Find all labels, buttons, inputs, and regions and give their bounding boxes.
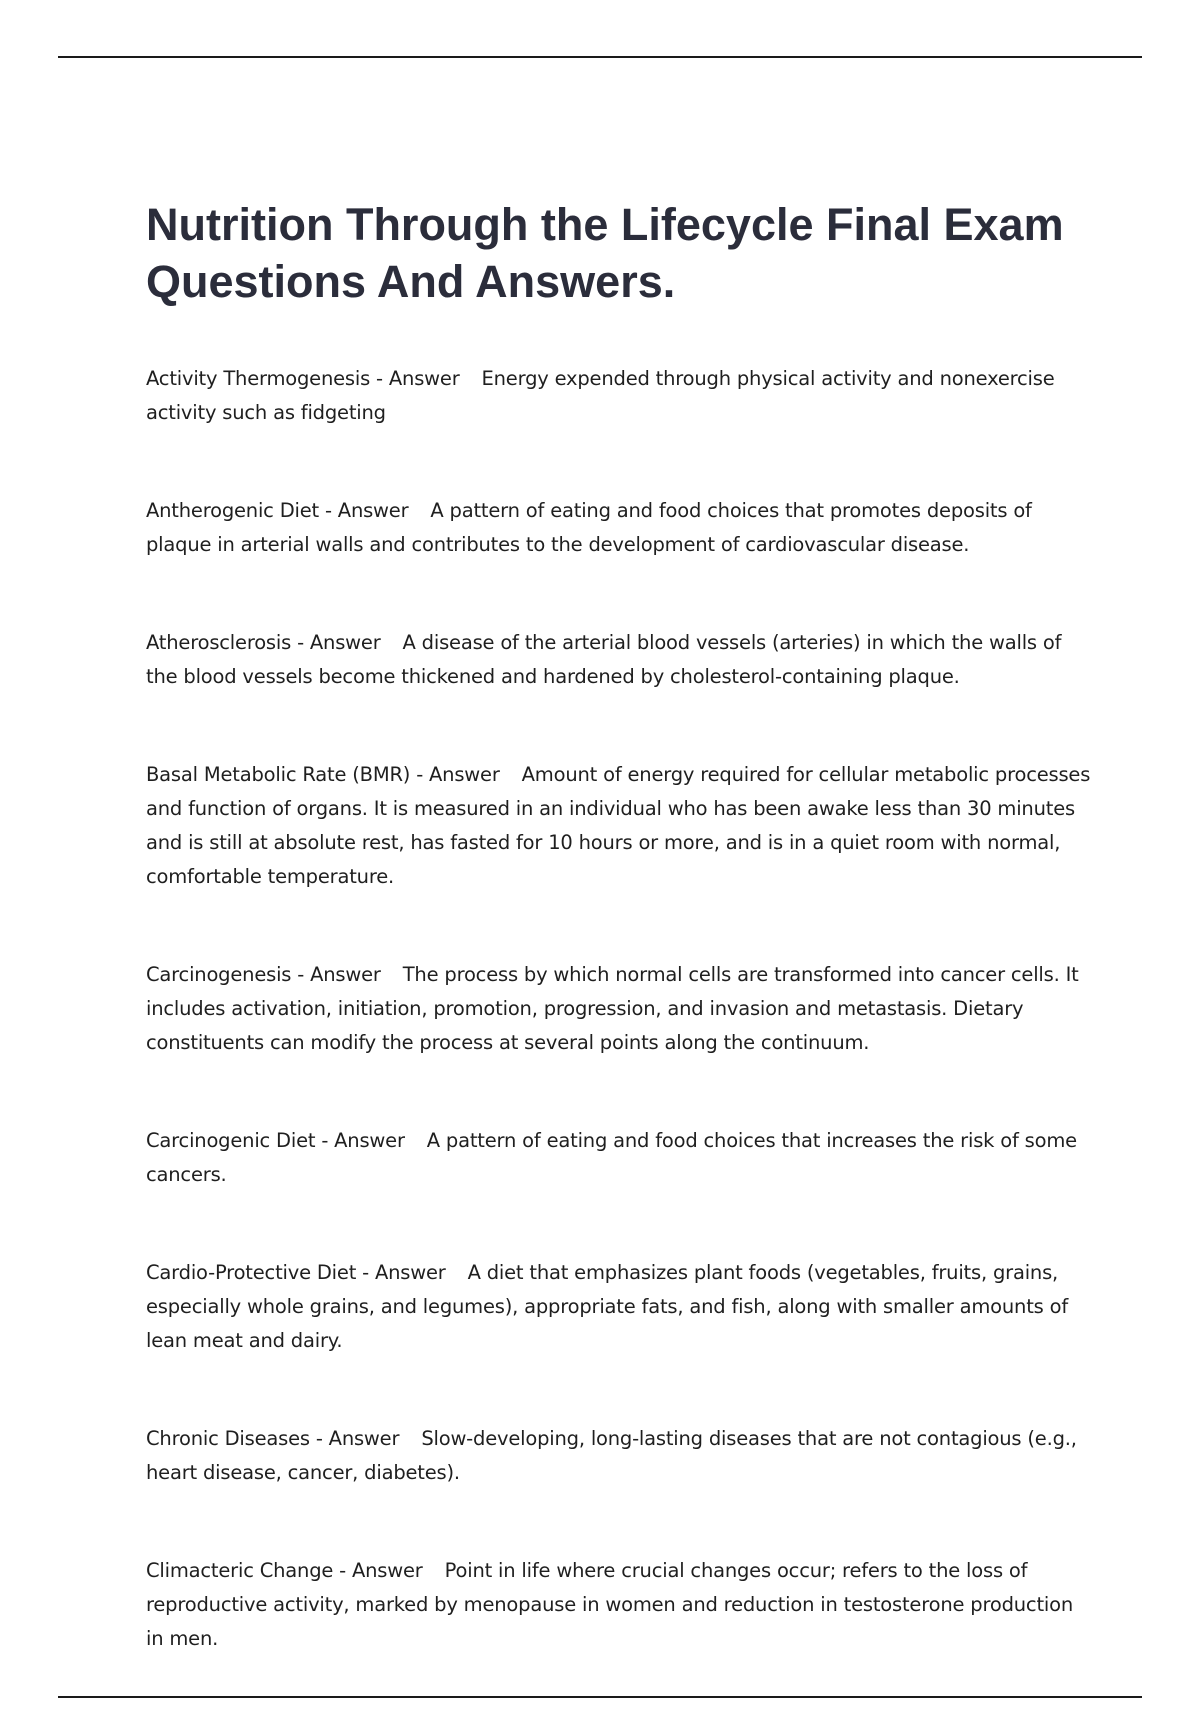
- entry-definition: The process by which normal cells are transformed into cancer cells. It includes activation, initiation, promotion, progression, and invasion and metastasis. Dietary constituents can modify the process at several points along the continuum.: [146, 963, 1079, 1054]
- glossary-entry: [146, 362, 1096, 430]
- entry-definition: A pattern of eating and food choices that increases the risk of some cancers.: [146, 1129, 1077, 1186]
- entry-term: Climacteric Change - Answer: [146, 1559, 423, 1582]
- entry-definition: Point in life where crucial changes occur; refers to the loss of reproductive activity, marked by menopause in women and reduction in testosterone production in men.: [146, 1559, 1074, 1650]
- entry-definition: A diet that emphasizes plant foods (vegetables, fruits, grains, especially whole grains, and legumes), appropriate fats, and fish, along with smaller amounts of lean meat and dairy.: [146, 1261, 1068, 1352]
- glossary-entry: [146, 494, 1096, 562]
- glossary-entry: [146, 758, 1096, 894]
- top-rule: [58, 56, 1142, 58]
- glossary-entry: [146, 1256, 1096, 1358]
- document-title: Nutrition Through the Lifecycle Final Exam Questions And Answers.: [146, 199, 1064, 307]
- glossary-entry: [146, 1422, 1096, 1490]
- entry-definition: A pattern of eating and food choices that promotes deposits of plaque in arterial walls and contributes to the development of cardiovascular disease.: [146, 499, 1032, 556]
- entry-term: Cardio-Protective Diet - Answer: [146, 1261, 446, 1284]
- entry-definition: A disease of the arterial blood vessels (arteries) in which the walls of the blood vessels become thickened and hardened by cholesterol-containing plaque.: [146, 631, 1062, 688]
- entry-definition: Amount of energy required for cellular metabolic processes and function of organs. It is measured in an individual who has been awake less than 30 minutes and is still at absolute rest, has fasted for 10 hours or more, and is in a quiet room with normal, comfortable temperature.: [146, 763, 1091, 888]
- entry-term: Chronic Diseases - Answer: [146, 1427, 400, 1450]
- entry-term: Activity Thermogenesis - Answer: [146, 367, 460, 390]
- entry-term: Carcinogenic Diet - Answer: [146, 1129, 405, 1152]
- entry-term: Antherogenic Diet - Answer: [146, 499, 409, 522]
- bottom-rule: [58, 1696, 1142, 1698]
- document-body: [146, 196, 1096, 1720]
- glossary-entry: [146, 1554, 1096, 1656]
- entry-term: Basal Metabolic Rate (BMR) - Answer: [146, 763, 500, 786]
- entry-term: Carcinogenesis - Answer: [146, 963, 381, 986]
- glossary-entry: [146, 626, 1096, 694]
- entry-definition: Slow-developing, long-lasting diseases that are not contagious (e.g., heart disease, cancer, diabetes).: [146, 1427, 1077, 1484]
- entry-term: Atherosclerosis - Answer: [146, 631, 381, 654]
- entry-definition: Energy expended through physical activity and nonexercise activity such as fidgeting: [146, 367, 1055, 424]
- glossary-entry: [146, 958, 1096, 1060]
- glossary-entry: [146, 1124, 1096, 1192]
- glossary-list: [146, 362, 1096, 1656]
